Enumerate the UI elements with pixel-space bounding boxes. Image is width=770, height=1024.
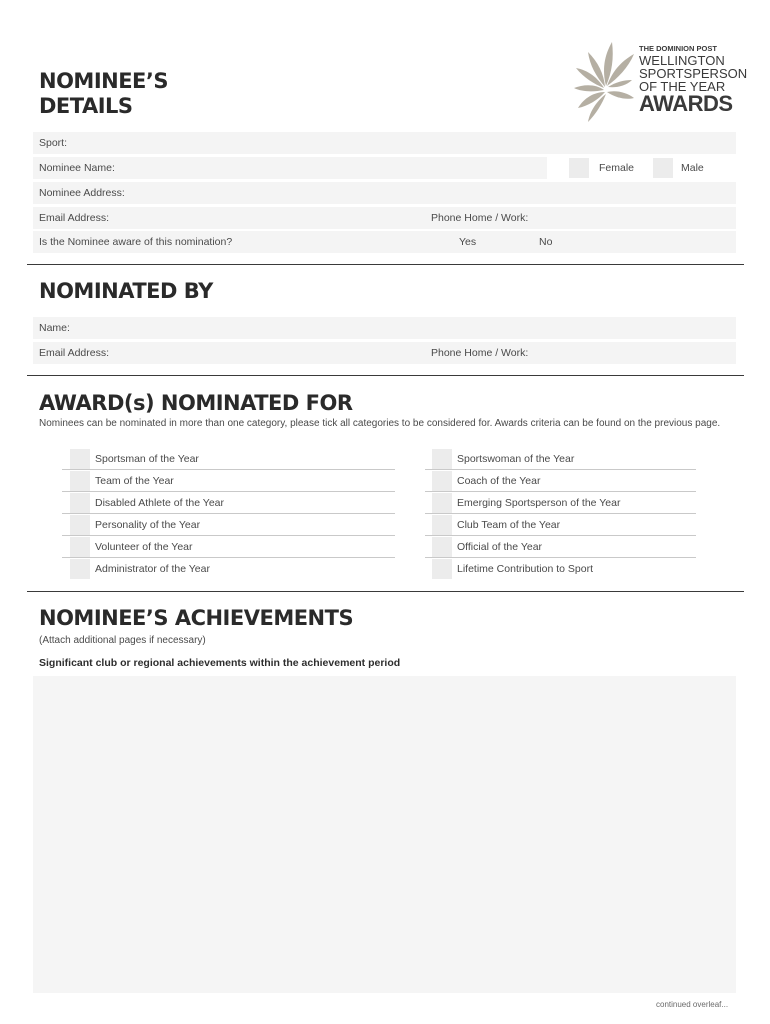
achievements-subheading: Significant club or regional achievements within the achievement period [39, 657, 401, 669]
section-divider [27, 264, 744, 265]
award-checkbox[interactable] [432, 537, 452, 557]
award-checkbox[interactable] [70, 449, 90, 469]
award-label: Sportswoman of the Year [457, 453, 575, 465]
nominee-email-field[interactable] [33, 207, 736, 229]
award-checkbox[interactable] [70, 471, 90, 491]
achievements-text-area[interactable] [33, 676, 736, 993]
nominee-details-heading-line2: DETAILS [39, 94, 133, 118]
sport-label: Sport: [39, 137, 68, 149]
nominator-email-field[interactable] [33, 342, 736, 364]
award-checkbox[interactable] [70, 493, 90, 513]
award-label: Volunteer of the Year [95, 541, 193, 553]
achievements-note: (Attach additional pages if necessary) [39, 635, 206, 646]
nominee-aware-label: Is the Nominee aware of this nomination? [39, 236, 233, 248]
male-checkbox[interactable] [653, 158, 673, 178]
awards-heading: AWARD(s) NOMINATED FOR [39, 391, 353, 415]
logo-awards: AWARDS [639, 91, 733, 116]
award-checkbox[interactable] [432, 471, 452, 491]
award-label: Disabled Athlete of the Year [95, 497, 225, 509]
award-checkbox[interactable] [432, 449, 452, 469]
logo-sportsperson: SPORTSPERSON [639, 66, 748, 81]
award-label: Club Team of the Year [457, 519, 561, 531]
nominated-by-heading: NOMINATED BY [39, 279, 213, 303]
section-divider [27, 375, 744, 376]
award-label: Team of the Year [95, 475, 174, 487]
logo-publisher: THE DOMINION POST [639, 44, 717, 53]
nominee-address-field[interactable] [33, 182, 736, 204]
award-checkbox[interactable] [432, 493, 452, 513]
award-checkbox[interactable] [70, 537, 90, 557]
achievements-heading: NOMINEE’S ACHIEVEMENTS [39, 606, 354, 630]
award-checkbox[interactable] [70, 559, 90, 579]
nominee-name-field[interactable] [33, 157, 547, 179]
nominee-address-label: Nominee Address: [39, 187, 125, 199]
logo-wellington: WELLINGTON [639, 53, 725, 68]
award-label: Personality of the Year [95, 519, 201, 531]
nominee-details-heading-line1: NOMINEE’S [39, 69, 169, 93]
award-checkbox[interactable] [432, 515, 452, 535]
leaf-emblem-icon [572, 40, 636, 124]
nominee-phone-label: Phone Home / Work: [431, 212, 529, 224]
award-label: Emerging Sportsperson of the Year [457, 497, 621, 509]
nominator-name-field[interactable] [33, 317, 736, 339]
sport-field[interactable] [33, 132, 736, 154]
female-label: Female [599, 162, 635, 174]
male-label: Male [681, 162, 704, 174]
award-checkbox[interactable] [70, 515, 90, 535]
logo-of-the-year: OF THE YEAR [639, 79, 726, 94]
nominee-aware-field [33, 231, 736, 253]
nominee-name-label: Nominee Name: [39, 162, 115, 174]
award-label: Lifetime Contribution to Sport [457, 563, 593, 575]
nominator-phone-label: Phone Home / Work: [431, 347, 529, 359]
section-divider [27, 591, 744, 592]
nominee-email-label: Email Address: [39, 212, 110, 224]
award-label: Coach of the Year [457, 475, 541, 487]
female-checkbox[interactable] [569, 158, 589, 178]
awards-intro: Nominees can be nominated in more than one category, please tick all categories to be considered for. Awards criteria can be found on the previous page. [39, 418, 721, 429]
aware-yes-label[interactable]: Yes [459, 236, 477, 248]
nominator-name-label: Name: [39, 322, 70, 334]
nominator-email-label: Email Address: [39, 347, 110, 359]
aware-no-label[interactable]: No [539, 236, 553, 248]
award-label: Administrator of the Year [95, 563, 210, 575]
continued-overleaf: continued overleaf... [656, 1000, 729, 1009]
award-label: Sportsman of the Year [95, 453, 199, 465]
award-label: Official of the Year [457, 541, 543, 553]
award-checkbox[interactable] [432, 559, 452, 579]
